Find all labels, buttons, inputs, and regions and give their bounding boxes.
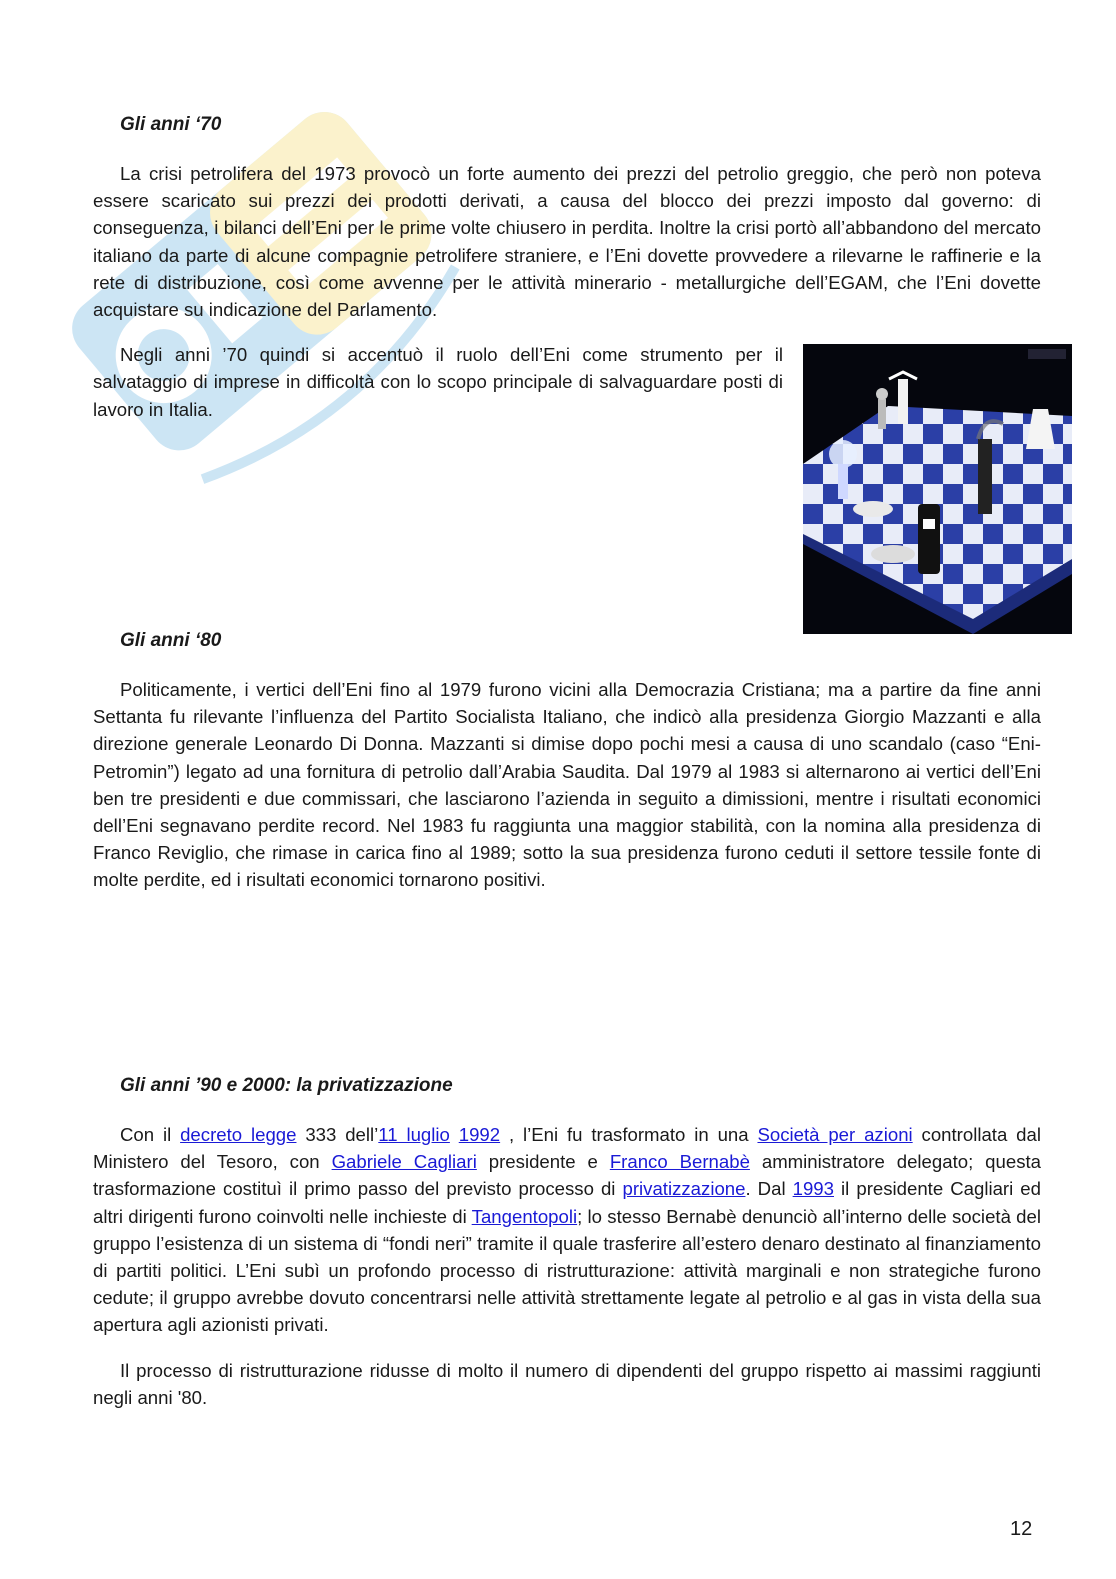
section-heading: Gli anni ‘70 — [120, 114, 222, 135]
link-gabriele-cagliari[interactable]: Gabriele Cagliari — [331, 1151, 477, 1173]
section-heading: Gli anni ‘80 — [120, 630, 222, 651]
page-number: 12 — [1010, 1518, 1033, 1540]
text: . Dal — [745, 1178, 793, 1200]
text — [450, 1124, 459, 1145]
link-tangentopoli[interactable]: Tangentopoli — [471, 1205, 578, 1227]
paragraph-with-links — [93, 1121, 1041, 1339]
text: il presidente Cagliari ed altri dirigenti furono coinvolti nelle inchieste di — [93, 1178, 1041, 1227]
chessboard-illustration — [803, 344, 1072, 634]
text: presidente e — [476, 1151, 610, 1173]
link-1993[interactable]: 1993 — [792, 1178, 834, 1200]
text: controllata dal Ministero del Tesoro, con — [93, 1124, 1041, 1173]
paragraph: Negli anni ’70 quindi si accentuò il ruolo dell’Eni come strumento per il salvataggio di imprese in difficoltà con lo scopo principale di salvaguardare posti di lavoro in Italia. — [93, 344, 783, 420]
paragraph: Politicamente, i vertici dell’Eni fino al 1979 furono vicini alla Democrazia Cristiana; ma a partire da fine anni Settanta fu rilevante l’influenza del Partito Socialista Italiano, che indicò alla presidenza Giorgio Mazzanti e alla direzione generale Leonardo Di Donna. Mazzanti si dimise dopo pochi mesi a causa di uno scandalo (caso “Eni-Petromin”) legato ad una fornitura di petrolio dall’Arabia Saudita. Dal 1979 al 1983 si alternarono ai vertici dell’Eni ben tre presidenti e due commissari, che lasciarono l’azienda in seguito a dimissioni, mentre i risultati economici dell’Eni segnavano perdite record. Nel 1983 fu raggiunta una maggior stabilità, con la nomina alla presidenza di Franco Reviglio, che rimase in carica fino al 1989; sotto la sua presidenza furono ceduti il settore tessile fonte di molte perdite, ed i risultati economici tornarono positivi. — [93, 679, 1041, 891]
link-11-luglio[interactable]: 11 luglio — [378, 1124, 450, 1145]
text: amministratore delegato; questa trasformazione costituì il primo passo del previsto processo di — [93, 1151, 1042, 1200]
link-decreto-legge[interactable]: decreto legge — [180, 1124, 297, 1145]
section-anni-90 — [93, 1073, 1041, 1429]
section-anni-70 — [93, 112, 1041, 644]
section-anni-80 — [93, 628, 1041, 912]
text: 333 dell’ — [296, 1124, 379, 1145]
paragraph: La crisi petrolifera del 1973 provocò un forte aumento dei prezzi del petrolio greggio, che però non poteva essere scaricato sui prezzi dei prodotti derivati, a causa del blocco dei prezzi imposto dal governo: di conseguenza, i bilanci dell’Eni per le prime volte chiusero in perdita. Inoltre la crisi portò all’abbandono del mercato italiano da parte di alcune compagnie petrolifere straniere, e l’Eni dovette provvedere a rilevarne le raffinerie e la rete di distribuzione, così come avvenne per le attività minerario - metallurgiche dell’EGAM, che l’Eni dovette acquistare su indicazione del Parlamento. — [93, 163, 1041, 321]
link-privatizzazione[interactable]: privatizzazione — [622, 1178, 746, 1200]
link-societa-per-azioni[interactable]: Società per azioni — [757, 1124, 913, 1145]
text: Con il — [120, 1124, 181, 1145]
section-heading: Gli anni ’90 e 2000: la privatizzazione — [120, 1075, 453, 1096]
text: , l’Eni fu trasformato in una — [500, 1124, 758, 1145]
paragraph: Il processo di ristrutturazione ridusse di molto il numero di dipendenti del gruppo rispetto ai massimi raggiunti negli anni '80. — [93, 1359, 1041, 1408]
text: ; lo stesso Bernabè denunciò all’interno delle società del gruppo l’esistenza di un sistema di “fondi neri” tramite il quale trasferire all’estero denaro destinato al finanziamento di partiti politici. L’Eni subì un profondo processo di ristrutturazione: attività marginali e non strategiche furono cedute; il gruppo avrebbe dovuto concentrarsi nelle attività strettamente legate al petrolio e al gas in vista della sua apertura agli azionisti privati. — [93, 1205, 1041, 1336]
link-franco-bernabe[interactable]: Franco Bernabè — [609, 1151, 750, 1173]
link-1992[interactable]: 1992 — [458, 1124, 501, 1145]
